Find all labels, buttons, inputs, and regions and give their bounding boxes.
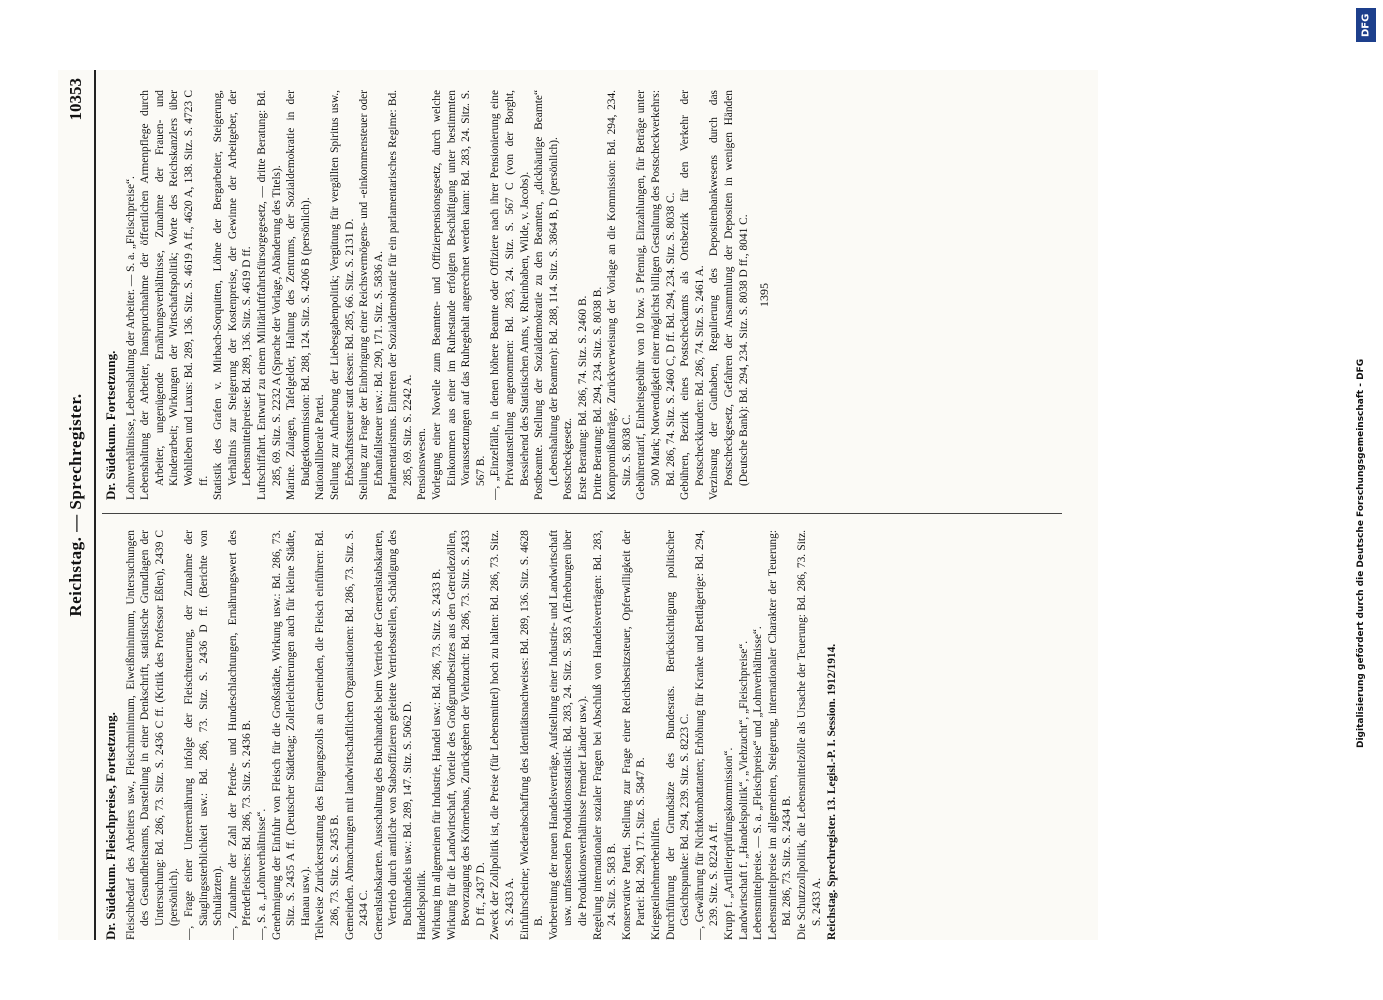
index-entry: Fleischbedarf des Arbeiters usw., Fleischminimum, Eiweißminimum, Untersuchungen des Gesundheitsamts, Darstellung in einer Denkschrift, statistische Grundlagen der Untersuchung: Bd. 286, 73. Sitz. S. 2436 C ff. (Kritik des Professor Eßlen), 2439 C (persönlich). bbox=[124, 530, 181, 940]
column-divider bbox=[102, 513, 1062, 514]
index-entry: Generalstabskarten. Ausschaltung des Buchhandels beim Vertrieb der Generalstabskarten, Vertrieb durch amtliche von Stabsoffizieren geleitete Vertriebsstellen, Schädigung des Buchhandels usw.: Bd. 289, 147. Sitz. S. 5062 D. bbox=[372, 530, 414, 940]
index-entry: Wirkung für die Landwirtschaft, Vorteile des Großgrundbesitzes aus den Getreidezöllen, Bevorzugung des Körnerbaus, Zurückgehen der Viehzucht: Bd. 286, 73. Sitz. S. 2433 D ff., 2437 D. bbox=[445, 530, 487, 940]
index-entry: Lebensmittelpreise. — S. a. „Fleischpreise“ und „Lohnverhältnisse“. bbox=[752, 626, 765, 940]
index-entry: Handelspolitik. bbox=[416, 870, 429, 940]
index-entry: Parlamentarismus. Eintreten der Sozialdemokratie für ein parlamentarisches Regime: Bd. 285, 69. Sitz. S. 2242 A. bbox=[387, 90, 414, 500]
index-entry: Durchführung der Grundsätze des Bundesrats. Berücksichtigung politischer Gesichtspunkte: Bd. 294, 239. Sitz. S. 8223 C. bbox=[664, 530, 692, 940]
index-entry: Stellung zur Aufhebung der Liebesgabenpolitik; Vergütung für vergällten Spiritus usw., Erbschaftssteuer statt dessen: Bd. 285, 66. Sitz. S. 2131 D. bbox=[328, 90, 356, 500]
index-entry: Die Schutzzollpolitik, die Lebensmittelzölle als Ursache der Teuerung: Bd. 286, 73. Sitz. S. 2433 A. bbox=[795, 530, 823, 940]
index-entry: Kompromißanträge, Zurückverweisung der Vorlage an die Kommission: Bd. 294, 234. Sitz. S. 8038 C. bbox=[606, 90, 633, 500]
page-number: 10353 bbox=[66, 78, 85, 121]
index-entry: Konservative Partei. Stellung zur Frage einer Reichsbesitzsteuer, Opferwilligkeit der Partei: Bd. 290, 171. Sitz. S. 5847 B. bbox=[620, 530, 648, 940]
index-entry: Statistik des Grafen v. Mirbach-Sorquitten, Löhne der Bergarbeiter, Steigerung, Verhältnis zur Steigerung der Kostenpreise, der Gewinne der Arbeitgeber, der Lebensmittelpreise: Bd. 289, 136. Sitz. S. 4619 D ff. bbox=[212, 90, 254, 500]
index-entry: —, Zunahme der Zahl der Pferde- und Hundeschlachtungen, Ernährungswert des Pferdefleisches: Bd. 286, 73. Sitz. S. 2436 B. bbox=[226, 530, 254, 940]
index-entry: Pensionswesen. bbox=[416, 428, 429, 500]
index-entry: Einfuhrscheine; Wiederabschaffung des Identitätsnachweises: Bd. 289, 136. Sitz. S. 4628 B. bbox=[518, 530, 546, 940]
rotated-document-page bbox=[58, 70, 1098, 940]
left-column bbox=[102, 530, 1082, 940]
left-column-heading: Dr. Südekum. Fleischpreise, Fortsetzung. bbox=[103, 712, 118, 940]
index-entry: Kriegsteilnehmerbeihilfen. bbox=[649, 817, 662, 940]
index-entry: —, Gewährung für Nichtkombattanten; Erhöhung für Kranke und Bettlägerige: Bd. 294, 239. Sitz. S. 8224 A ff. bbox=[693, 530, 721, 940]
index-entry: Gemeinden. Abmachungen mit landwirtschaftlichen Organisationen: Bd. 286, 73. Sitz. S. 2434 C. bbox=[343, 530, 371, 940]
index-entry: Erste Beratung: Bd. 286, 74. Sitz. S. 2460 B. bbox=[577, 295, 589, 500]
index-entry: Genehmigung der Einfuhr von Fleisch für die Großstädte, Wirkung usw.: Bd. 286, 73. Sitz. S. 2435 A ff. (Deutscher Städtetag; Zollerleichterungen auch für kleine Städte, Hanau usw.). bbox=[270, 530, 312, 940]
right-column-page-number: 1395 bbox=[757, 283, 772, 307]
index-entry: Krupp f. „Artillerieprüfungskommission“. bbox=[722, 747, 735, 940]
dfg-credit-text: Digitalisierung gefördert durch die Deutsche Forschungsgemeinschaft - DFG bbox=[1356, 358, 1366, 748]
left-column-entries bbox=[124, 530, 825, 940]
index-entry: Dritte Beratung: Bd. 294, 234. Sitz. S. 8038 B. bbox=[591, 286, 604, 500]
index-entry: Regelung internationaler sozialer Fragen bei Abschluß von Handelsverträgen: Bd. 283, 24. Sitz. S. 583 B. bbox=[591, 530, 619, 940]
index-entry: Luftschiffahrt. Entwurf zu einem Militärluftfahrtsfürsorgegesetz, — dritte Beratung: Bd. 285, 69. Sitz. S. 2232 A (Sprache der Vorlage, Abänderung des Titels). bbox=[255, 90, 283, 500]
page-header-title: Reichstag. — Sprechregister. bbox=[66, 393, 85, 617]
index-entry: Postbeamte. Stellung der Sozialdemokratie zu den Beamten, „dickhäutige Beamte“ (Lebenshaltung der Beamten): Bd. 288, 114. Sitz. S. 3864 B, D (persönlich). bbox=[533, 90, 560, 500]
index-entry: Lebenshaltung der Arbeiter, Inanspruchnahme der öffentlichen Armenpflege durch Arbeiter, ungenügende Ernährungsverhältnisse, Zunahme der Frauen- und Kinderarbeit; Wirkungen der Wirtschaftspolitik; Worte des Reichskanzlers über Wohlleben und Luxus: Bd. 289, 136. Sitz. S. 4619 A ff., 4620 A, 138. Sitz. S. 4723 C ff. bbox=[139, 90, 210, 500]
right-column-entries bbox=[124, 90, 752, 500]
page-header bbox=[58, 70, 96, 940]
index-entry: —, Frage einer Unterernährung infolge der Fleischteuerung, der Zunahme der Säuglingssterblichkeit usw.: Bd. 286, 73. Sitz. S. 2436 D ff. (Berichte von Schulärzten). bbox=[182, 530, 225, 940]
index-entry: Gebührentarif, Einheitsgebühr von 10 bzw. 5 Pfennig, Einzahlungen, für Beträge unter 500 Mark; Notwendigkeit einer möglichst billigen Gestaltung des Postscheckverkehrs: Bd. 286, 74. Sitz. S. 2460 C, D ff. Bd. 294, 234. Sitz. S. 8038 C. bbox=[635, 90, 677, 500]
index-entry: Wirkung im allgemeinen für Industrie, Handel usw.: Bd. 286, 73. Sitz. S. 2433 B. bbox=[431, 568, 444, 940]
right-column bbox=[102, 90, 1082, 500]
right-column-heading: Dr. Südekum. Fortsetzung. bbox=[103, 350, 118, 500]
index-entry: Marine. Zulagen, Tafelgelder, Haltung des Zentrums, der Sozialdemokratie in der Budgetkommission: Bd. 288, 124. Sitz. S. 4206 B (persönlich). bbox=[285, 90, 312, 500]
index-entry: Teilweise Zurückerstattung des Eingangszolls an Gemeinden, die Fleisch einführen: Bd. 286, 73. Sitz. S. 2435 B. bbox=[314, 530, 341, 940]
index-entry: —, „Einzelfälle, in denen höhere Beamte oder Offiziere nach ihrer Pensionierung eine Privatanstellung angenommen: Bd. 283, 24. Sitz. S. 567 C (von der Borght, Bessiehend des Statistischen Amts, v. Rheinbaben, Wilde, v. Jacobs). bbox=[489, 90, 531, 500]
index-entry: Gebühren, Bezirk eines Postscheckamts als Ortsbezirk für den Verkehr der Postscheckkunden: Bd. 286, 74. Sitz. S. 2461 A. bbox=[679, 90, 706, 500]
index-entry: Lebensmittelpreise im allgemeinen, Steigerung, internationaler Charakter der Teuerung: Bd. 286, 73. Sitz. S. 2434 B. bbox=[766, 530, 794, 940]
index-entry: Vorbereitung der neuen Handelsverträge, Aufstellung einer Industrie- und Landwirtschaft usw. umfassenden Produktionsstatistik: Bd. 283, 24. Sitz. S. 583 A (Erhebungen über die Produktionsverhältnisse fremder Länder usw.). bbox=[547, 530, 589, 940]
index-entry: Nationalliberale Partei. bbox=[314, 394, 327, 500]
left-column-footer: Reichstag. Sprechregister. 13. Legisl.-P. I. Session. 1912/1914. bbox=[826, 643, 839, 940]
index-entry: Verzinsung der Guthaben, Regulierung des Depositenbankwesens durch das Postscheckgesetz, Gefahren der Ansammlung der Depositen in wenigen Händen (Deutsche Bank): Bd. 294, 234. Sitz. S. 8038 D ff., 8041 C. bbox=[708, 90, 750, 500]
index-entry: Stellung zur Frage der Einbringung einer Reichsvermögens- und -einkommensteuer oder Erbanfallsteuer usw.: Bd. 290, 171. Sitz. S. 5836 A. bbox=[358, 90, 385, 500]
index-entry: Vorlegung einer Novelle zum Beamten- und Offizierpensionsgesetz, durch welche Einkommen aus einer im Ruhestande erfolgten Beschäftigung unter bestimmten Voraussetzungen auf das Ruhegehalt angerechnet werden kann: Bd. 283, 24. Sitz. S. 567 B. bbox=[431, 90, 487, 500]
index-entry: Landwirtschaft f. „Handelspolitik“, „Viehzucht“, „Fleischpreise“. bbox=[737, 640, 750, 940]
index-entry: Postscheckgesetz. bbox=[562, 418, 575, 500]
index-entry: Lohnverhältnisse, Lebenshaltung der Arbeiter. — S. a. „Fleischpreise“. bbox=[124, 176, 137, 500]
index-entry: Zweck der Zollpolitik ist, die Preise (für Lebensmittel) hoch zu halten: Bd. 286, 73. Sitz. S. 2433 A. bbox=[489, 530, 517, 940]
index-entry: —, S. a. „Lohnverhältnisse“. bbox=[255, 808, 268, 940]
dfg-logo: DFG bbox=[1356, 8, 1376, 42]
